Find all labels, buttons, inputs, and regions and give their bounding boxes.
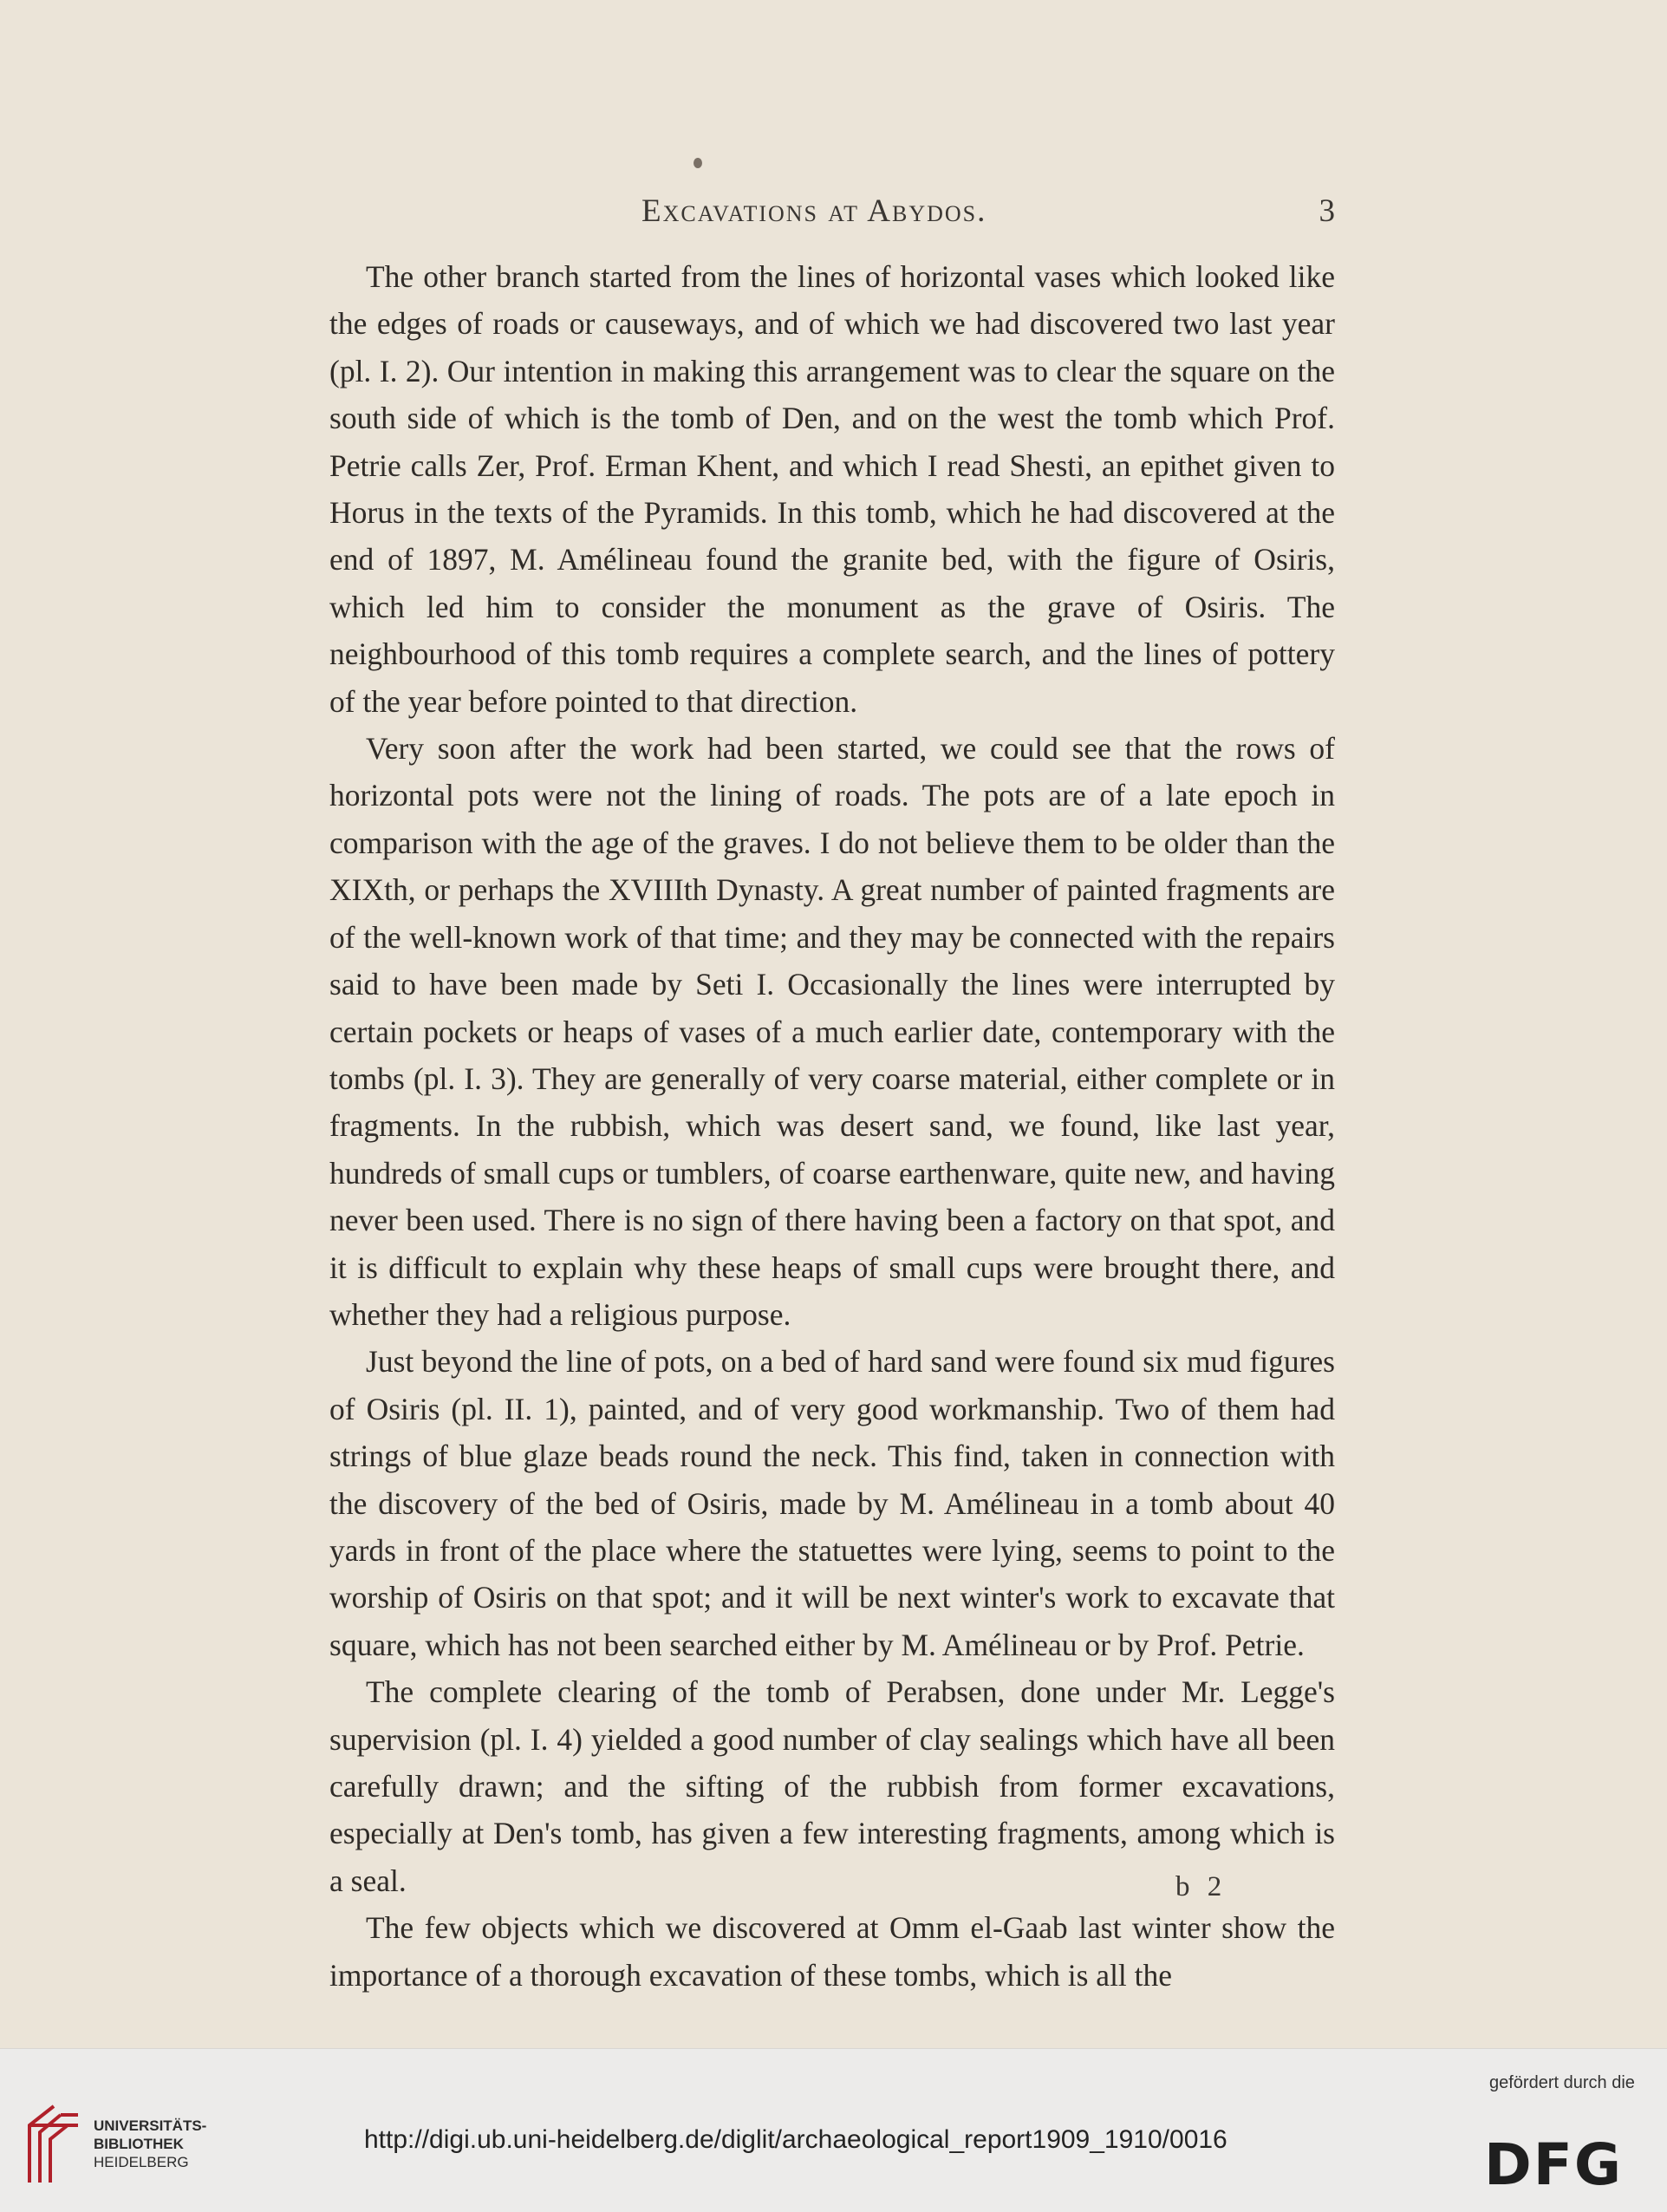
page-header — [329, 192, 1335, 236]
running-title: Excavations at Abydos. — [641, 193, 987, 229]
document-url-link[interactable]: http://digi.ub.uni-heidelberg.de/diglit/archaeological_report1909_1910/0016 — [364, 2125, 1227, 2154]
paragraph: The other branch started from the lines of horizontal vases which looked like the edges of roads or causeways, and of which we had discovered two last year (pl. I. 2). Our intention in making this arrangement was to clear the square on the south side of which is the tomb of Den, and on the west the tomb which Prof. Petrie calls Zer, Prof. Erman Khent, and which I read Shesti, an epithet given to Horus in the texts of the Pyramids. In this tomb, which he had discovered at the end of 1897, M. Amélineau found the granite bed, with the figure of Osiris, which led him to consider the monument as the grave of Osiris. The neighbourhood of this tomb requires a complete search, and the lines of pottery of the year before pointed to that direction. — [329, 259, 1335, 719]
library-name-line: UNIVERSITÄTS- — [94, 2117, 207, 2134]
viewer-footer — [0, 2048, 1667, 2212]
library-name-line: HEIDELBERG — [94, 2154, 189, 2170]
library-name — [94, 2117, 206, 2171]
funded-by-text: gefördert durch die — [1489, 2073, 1635, 2092]
dfg-logo: DFG — [1484, 2131, 1624, 2198]
paragraph: Very soon after the work had been started, we could see that the rows of horizontal pots were not the lining of roads. The pots are of a late epoch in comparison with the age of the graves. I do not believe them to be older than the XIXth, or perhaps the XVIIIth Dynasty. A great number of painted fragments are of the well-known work of that time; and they may be connected with the repairs said to have been made by Seti I. Occasionally the lines were interrupted by certain pockets or heaps of vases of a much earlier date, contemporary with the tombs (pl. I. 3). They are generally of very coarse material, either complete or in fragments. In the rubbish, which was desert sand, we found, like last year, hundreds of small cups or tumblers, of coarse earthenware, quite new, and having never been used. There is no sign of there having been a factory on that spot, and it is difficult to explain why these heaps of small cups were brought there, and whether they had a religious purpose. — [329, 731, 1335, 1332]
university-library-logo-icon — [24, 2099, 83, 2186]
paragraph: The complete clearing of the tomb of Perabsen, done under Mr. Legge's supervision (pl. I. 4) yielded a good number of clay sealings which have all been carefully drawn; and the sifting of the rubbish from former excavations, especially at Den's tomb, has given a few interesting fragments, among which is a seal. — [329, 1674, 1335, 1898]
body-text — [329, 253, 1335, 1999]
page-number: 3 — [1319, 193, 1335, 229]
paragraph: Just beyond the line of pots, on a bed of hard sand were found six mud figures of Osiris (pl. II. 1), painted, and of very good workmanship. Two of them had strings of blue glaze beads round the neck. This find, taken in connection with the discovery of the bed of Osiris, made by M. Amélineau in a tomb about 40 yards in front of the place where the statuettes were lying, seems to point to the worship of Osiris on that spot; and it will be next winter's work to excavate that square, which has not been searched either by M. Amélineau or by Prof. Petrie. — [329, 1344, 1335, 1662]
paragraph: The few objects which we discovered at Omm el-Gaab last winter show the importance of a thorough excavation of these tombs, which is all the — [329, 1910, 1335, 1993]
ink-speck — [693, 158, 702, 168]
signature-mark: b 2 — [1175, 1871, 1227, 1902]
library-name-line: BIBLIOTHEK — [94, 2136, 184, 2152]
